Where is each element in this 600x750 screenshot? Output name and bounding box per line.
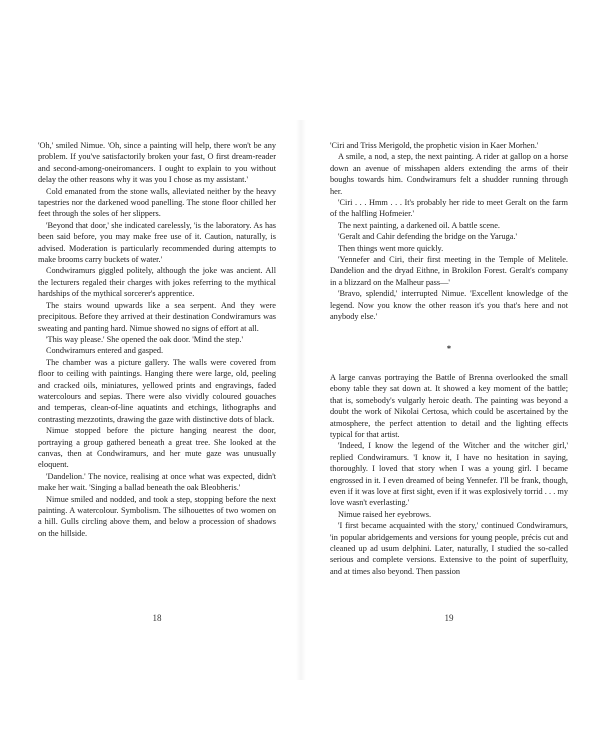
right-page bbox=[330, 140, 568, 660]
paragraph: 'Oh,' smiled Nimue. 'Oh, since a painting will help, there won't be any problem. If you've satisfactorily broken your fast, O first dream-reader and second-among-oneiromancers. I ought to explain to you without delay the other reasons why it was you I chose as my assistant.' bbox=[38, 141, 276, 185]
paragraph: The next painting, a darkened oil. A battle scene. bbox=[338, 220, 500, 230]
paragraph: 'Bravo, splendid,' interrupted Nimue. 'Excellent knowledge of the legend. Now you know the other reason it's you that's here and not anybody else.' bbox=[330, 289, 568, 322]
paragraph: 'This way please.' She opened the oak door. 'Mind the step.' bbox=[46, 334, 243, 344]
section-separator: * bbox=[446, 343, 452, 353]
paragraph: 'Ciri and Triss Merigold, the prophetic vision in Kaer Morhen.' bbox=[330, 141, 539, 150]
paragraph: Then things went more quickly. bbox=[338, 243, 444, 253]
paragraph: Condwiramurs giggled politely, although the joke was ancient. All the lecturers regaled their charges with jokes referring to the mythical hardships of the mythical sorcerer's apprentice. bbox=[38, 266, 276, 299]
paragraph: 'I first became acquainted with the story,' continued Condwiramurs, 'in popular abridgements and versions for young people, précis cut and cleaned up ad usum delphini. Later, naturally, I studied the so-called serious and complete versions. Extensive to the point of superfluity, and at times also beyond. Then passion bbox=[330, 521, 568, 576]
paragraph: 'Indeed, I know the legend of the Witcher and the witcher girl,' replied Condwiramurs. 'I know it, I have no hesitation in saying, thoroughly. I loved that story when I was a young girl. I became engrossed in it. I even dreamed of being Yennefer. I'll be frank, though, even if it was love at first sight, even if it was explosively torrid . . . my love wasn't everlasting.' bbox=[330, 441, 568, 508]
paragraph: The stairs wound upwards like a sea serpent. And they were precipitous. Before they arrived at their destination Condwiramurs was sweating and panting hard. Nimue showed no signs of effort at all. bbox=[38, 300, 276, 333]
paragraph: Nimue stopped before the picture hanging nearest the door, portraying a group gathered beneath a great tree. She looked at the canvas, then at Condwiramurs, and her mute gaze was unusually eloquent. bbox=[38, 426, 276, 470]
paragraph: Cold emanated from the stone walls, alleviated neither by the heavy tapestries nor the darkened wood panelling. The stone floor chilled her feet through the soles of her slippers. bbox=[38, 186, 276, 219]
paragraph: A smile, a nod, a step, the next painting. A rider at gallop on a horse down an avenue of misshapen alders extending the arms of their boughs towards him. Condwiramurs felt a shudder running through her. bbox=[330, 152, 568, 196]
book-gutter bbox=[296, 120, 306, 680]
right-page-text bbox=[330, 140, 568, 577]
paragraph: 'Beyond that door,' she indicated carelessly, 'is the laboratory. As has been said before, you may make free use of it. Caution, naturally, is advised. Moderation is particularly recommended during attempts to make brooms carry buckets of water.' bbox=[38, 220, 276, 265]
page-number: 19 bbox=[444, 613, 454, 623]
left-page bbox=[38, 140, 276, 660]
paragraph: The chamber was a picture gallery. The walls were covered from floor to ceiling with paintings. Hanging there were large, old, peeling and cracked oils, miniatures, yellowed prints and engravings, faded watercolours and sepias. There were also vividly coloured gouaches and temperas, clean-of-line aquatints and etchings, lithographs and contrasting mezzotints, drawing the gaze with distinctive dots of black. bbox=[38, 357, 276, 424]
paragraph: A large canvas portraying the Battle of Brenna overlooked the small ebony table they sat down at. It showed a key moment of the battle; that is, somebody's vulgarly heroic death. The painting was beyond a doubt the work of Nikolai Certosa, which could be ascertained by the atmosphere, the perfect attention to detail and the lighting effects typical for that artist. bbox=[330, 372, 568, 439]
paragraph: Condwiramurs entered and gasped. bbox=[46, 346, 164, 356]
paragraph: 'Geralt and Cahir defending the bridge on the Yaruga.' bbox=[338, 232, 518, 242]
paragraph: 'Yennefer and Ciri, their first meeting in the Temple of Melitele. Dandelion and the dryad Eithne, in Brokilon Forest. Geralt's company in a blizzard on the Malheur pass—' bbox=[330, 255, 568, 287]
paragraph: Nimue raised her eyebrows. bbox=[338, 509, 432, 519]
paragraph: 'Dandelion.' The novice, realising at once what was expected, didn't make her wait. 'Singing a ballad beneath the oak Bleobheris.' bbox=[38, 471, 276, 493]
left-page-text bbox=[38, 140, 276, 539]
paragraph: Nimue smiled and nodded, and took a step, stopping before the next painting. A watercolour. Symbolism. The silhouettes of two women on a hill. Gulls circling above them, and below a procession of shadows on the hillside. bbox=[38, 494, 276, 538]
page-number: 18 bbox=[152, 613, 162, 623]
paragraph: 'Ciri . . . Hmm . . . It's probably her ride to meet Geralt on the farm of the halfling Hofmeier.' bbox=[330, 198, 568, 219]
